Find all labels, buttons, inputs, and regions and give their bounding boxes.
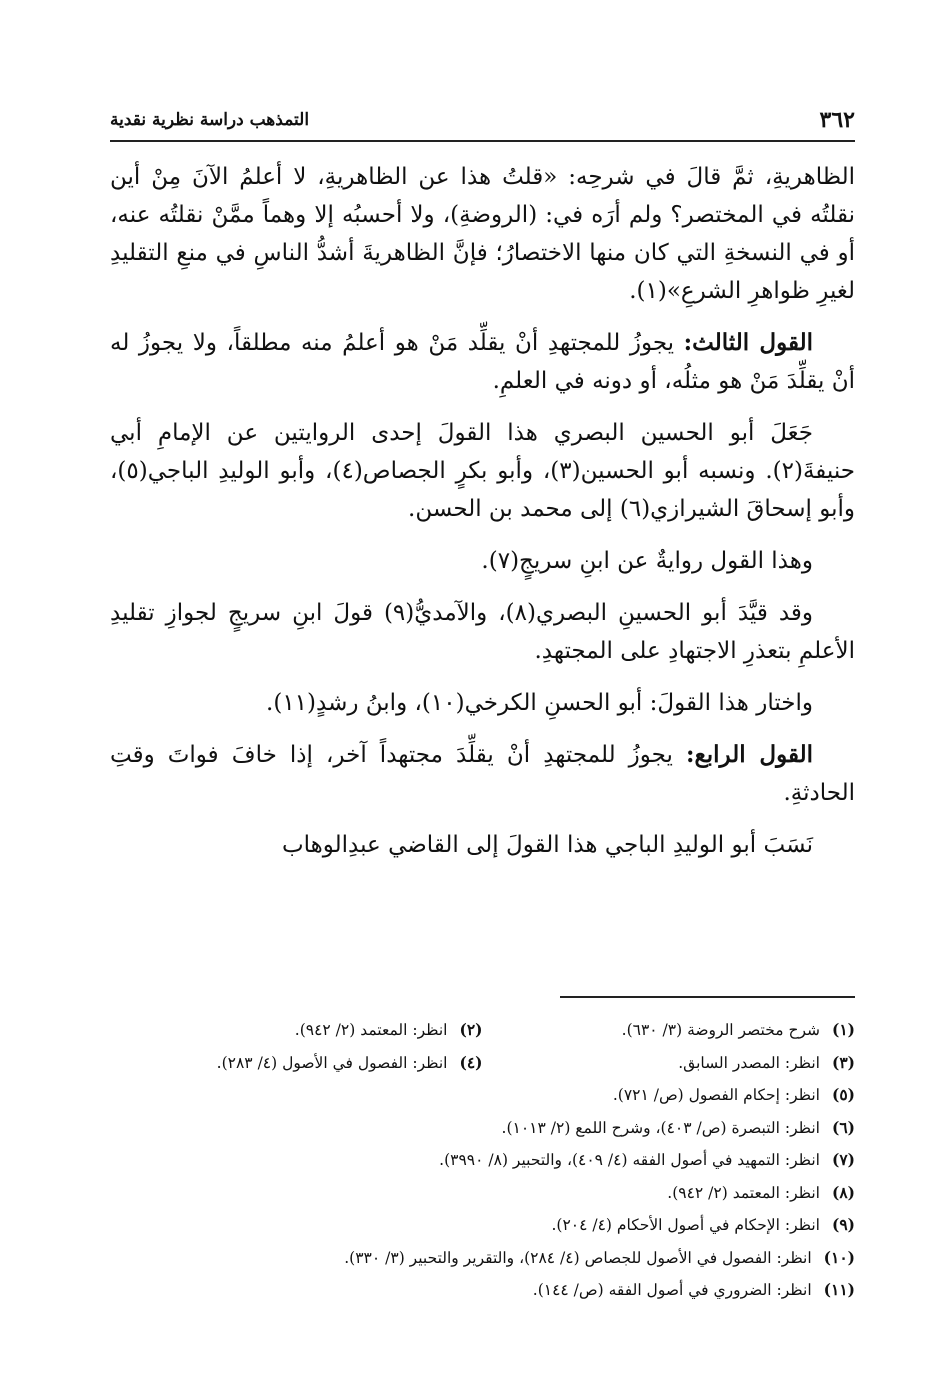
page-header [110,100,855,142]
third-opinion-text: يجوزُ للمجتهدِ أنْ يقلِّد مَنْ هو أعلمُ منه مطلقاً، ولا يجوزُ له أنْ يقلِّدَ مَنْ هو مثلُه، أو دونه في العلمِ. [110,330,855,394]
footnote-5 [110,1079,855,1112]
footnote-row [110,1047,855,1080]
footnote-number: (٢) [459,1020,483,1039]
footnote-number: (١١) [823,1280,855,1299]
paragraph-5: وقد قيَّدَ أبو الحسينِ البصري(٨)، والآمديُّ(٩) قولَ ابنِ سريجٍ لجوازِ تقليدِ الأعلمِ بتعذرِ الاجتهادِ على المجتهدِ. [110,600,855,664]
paragraph-3: جَعَلَ أبو الحسين البصري هذا القولَ إحدى الروايتين عن الإمامِ أبي حنيفةَ(٢). ونسبه أبو الحسين(٣)، وأبو بكرٍ الجصاص(٤)، وأبو الوليدِ الباجي(٥)، وأبو إسحاقَ الشيرازي(٦) إلى محمد بن الحسن. [110,420,856,522]
footnote-row [110,1014,855,1047]
footnote-text: انظر: التمهيد في أصول الفقه (٤/ ٤٠٩)، والتحبير (٨/ ٣٩٩٠). [439,1151,820,1169]
paragraph-7 [110,736,855,812]
footnote-text: انظر: الضروري في أصول الفقه (ص/ ١٤٤). [532,1281,812,1299]
paragraph-4: وهذا القول روايةٌ عن ابنِ سريجٍ(٧). [481,548,813,574]
paragraph-2 [110,324,855,400]
footnote-9 [110,1209,855,1242]
footnote-number: (٦) [831,1117,855,1137]
footnote-7 [110,1144,855,1177]
footnote-8 [110,1177,855,1210]
footnote-number: (١٠) [823,1247,855,1267]
footnote-text: انظر: الفصول في الأصول للجصاص (٤/ ٢٨٤)، والتقرير والتحبير (٣/ ٣٣٠). [344,1248,812,1267]
paragraph-1: الظاهريةِ، ثمَّ قالَ في شرحِه: «قلتُ هذا عن الظاهريةِ، لا أعلمُ الآنَ مِنْ أين نقلتُه في المختصر؟ ولم أرَه في: (الروضةِ)، ولا أحسبُه إلا وهماً ممَّنْ نقلتُه عنه، أو في النسخةِ التي كان منها الاختصارُ؛ فإنَّ الظاهريةَ أشدُّ الناسِ في منعِ التقليدِ لغيرِ ظواهرِ الشرعِ»(١). [110,164,855,304]
footnote-6 [110,1112,855,1145]
footnote-number: (٣) [831,1052,855,1072]
third-opinion-label: القول الثالث: [683,329,813,356]
footnote-number: (٨) [831,1182,855,1202]
footnote-separator [560,996,855,998]
running-title: التمذهب دراسة نظرية نقدية [110,110,310,130]
footnote-3 [483,1047,856,1080]
footnote-2 [110,1014,483,1047]
page-number: ٣٦٢ [819,107,855,133]
footnote-text: انظر: المعتمد (٢/ ٩٤٢). [667,1183,820,1202]
footnote-number: (٥) [831,1085,855,1104]
footnote-number: (٤) [459,1052,483,1072]
footnote-11 [110,1274,855,1307]
paragraph-8: نَسَبَ أبو الوليدِ الباجي هذا القولَ إلى القاضي عبدِالوهاب [281,832,813,858]
paragraph-6: واختار هذا القولَ: أبو الحسنِ الكرخي(١٠)، وابنُ رشدٍ(١١). [266,690,813,716]
footnote-10 [110,1242,855,1275]
fourth-opinion-label: القول الرابع: [685,741,813,768]
footnote-text: انظر: المصدر السابق. [678,1053,820,1072]
footnote-text: انظر: المعتمد (٢/ ٩٤٢). [294,1021,448,1039]
footnote-text: انظر: الإحكام في أصول الأحكام (٤/ ٢٠٤). [551,1216,820,1234]
footnote-text: انظر: إحكام الفصول (ص/ ٧٢١). [612,1086,820,1104]
footnote-text: انظر: الفصول في الأصول (٤/ ٢٨٣). [216,1053,448,1072]
main-text [110,158,855,878]
footnotes [110,1014,855,1307]
footnote-number: (١) [831,1020,855,1039]
footnote-text: انظر: التبصرة (ص/ ٤٠٣)، وشرح اللمع (٢/ ١٠١٣). [501,1118,820,1137]
footnote-4 [110,1047,483,1080]
fourth-opinion-text: يجوزُ للمجتهدِ أنْ يقلِّدَ مجتهداً آخر، إذا خافَ فواتَ وقتِ الحادثةِ. [110,742,855,806]
footnote-text: شرح مختصر الروضة (٣/ ٦٣٠). [621,1021,820,1039]
footnote-1 [483,1014,856,1047]
footnote-number: (٧) [831,1150,855,1169]
footnote-number: (٩) [831,1215,855,1234]
